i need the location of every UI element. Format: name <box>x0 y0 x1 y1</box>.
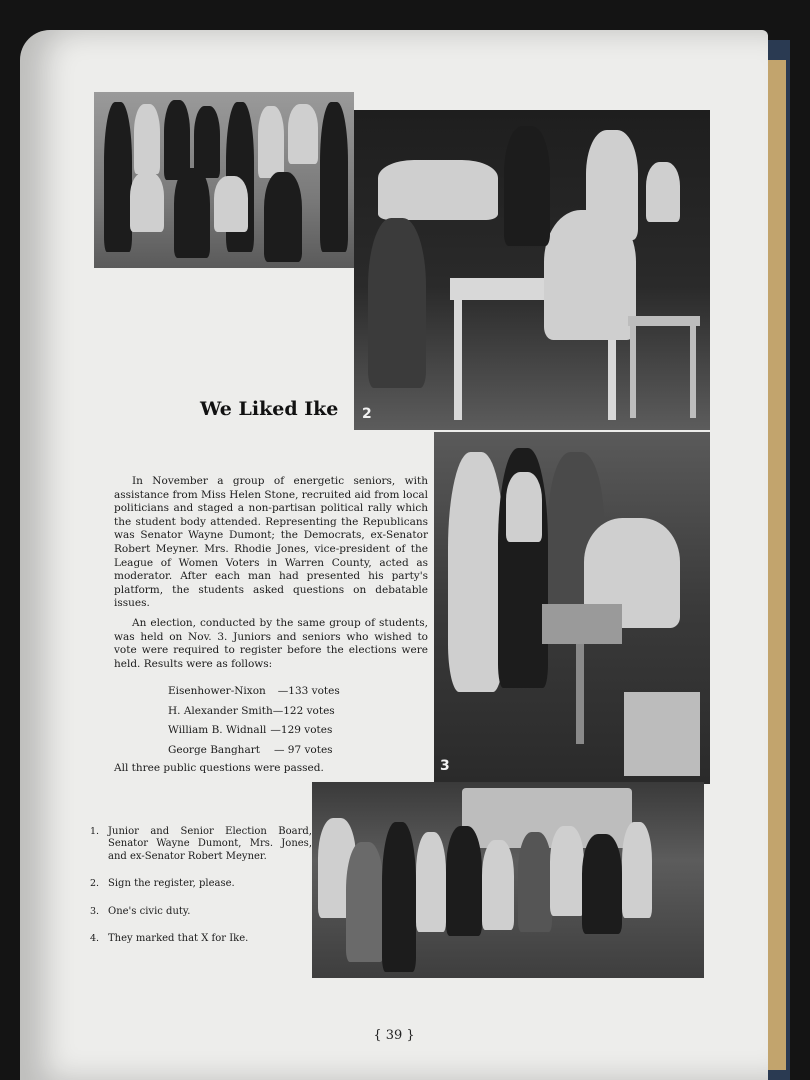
caption-item <box>90 826 312 863</box>
election-results <box>168 682 368 760</box>
caption-number: 4. <box>90 933 100 945</box>
article-body <box>114 475 428 677</box>
result-row <box>168 702 368 722</box>
photo-voting-line <box>312 782 704 978</box>
caption-number: 3. <box>90 905 100 917</box>
caption-text: Junior and Senior Election Board, Senator Wayne Dumont, Mrs. Jones, and ex-Senator Robert Meyner. <box>108 826 312 862</box>
photo-number-label: 3 <box>440 758 450 774</box>
caption-text: They marked that X for Ike. <box>108 933 249 945</box>
photo-civic-duty <box>434 432 710 784</box>
candidate-name: H. Alexander Smith <box>168 704 273 717</box>
photo-election-board-group <box>94 92 354 268</box>
caption-number: 1. <box>90 826 100 837</box>
vote-count: —122 votes <box>272 704 335 717</box>
caption-text: Sign the register, please. <box>108 878 235 890</box>
article-paragraph: In November a group of energetic seniors, with assistance from Miss Helen Stone, recruited aid from local politicians and staged a non-partisan political rally which the student body attended. Representing the Republicans was Senator Wayne Dumont; the Democrats, ex-Senator Robert Meyner. Mrs. Rhodie Jones, vice-president of the League of Women Voters in Warren County, acted as moderator. After each man had presented his party's platform, the students asked questions on debatable issues. <box>114 475 428 610</box>
photo-number-label: 2 <box>362 406 372 422</box>
vote-count: —133 votes <box>277 685 340 697</box>
caption-item <box>90 933 312 945</box>
article-title: We Liked Ike <box>200 398 339 420</box>
yearbook-page <box>20 30 768 1080</box>
candidate-name: Eisenhower-Nixon <box>168 685 266 697</box>
result-row <box>168 741 368 761</box>
closing-line: All three public questions were passed. <box>114 762 324 774</box>
result-row <box>168 721 368 741</box>
article-paragraph: An election, conducted by the same group of students, was held on Nov. 3. Juniors and seniors who wished to vote were required to register before the elections were held. Results were as follows: <box>114 616 428 670</box>
vote-count: — 97 votes <box>273 743 333 756</box>
vote-count: —129 votes <box>270 724 333 737</box>
candidate-name: George Banghart <box>168 743 260 756</box>
caption-number: 2. <box>90 878 100 890</box>
page-number: { 39 } <box>373 1028 415 1043</box>
photo-sign-register <box>354 110 710 430</box>
caption-item <box>90 878 312 890</box>
candidate-name: William B. Widnall <box>168 724 267 737</box>
caption-text: One's civic duty. <box>108 905 191 917</box>
photo-captions <box>90 826 312 960</box>
result-row <box>168 682 368 702</box>
caption-item <box>90 906 312 918</box>
